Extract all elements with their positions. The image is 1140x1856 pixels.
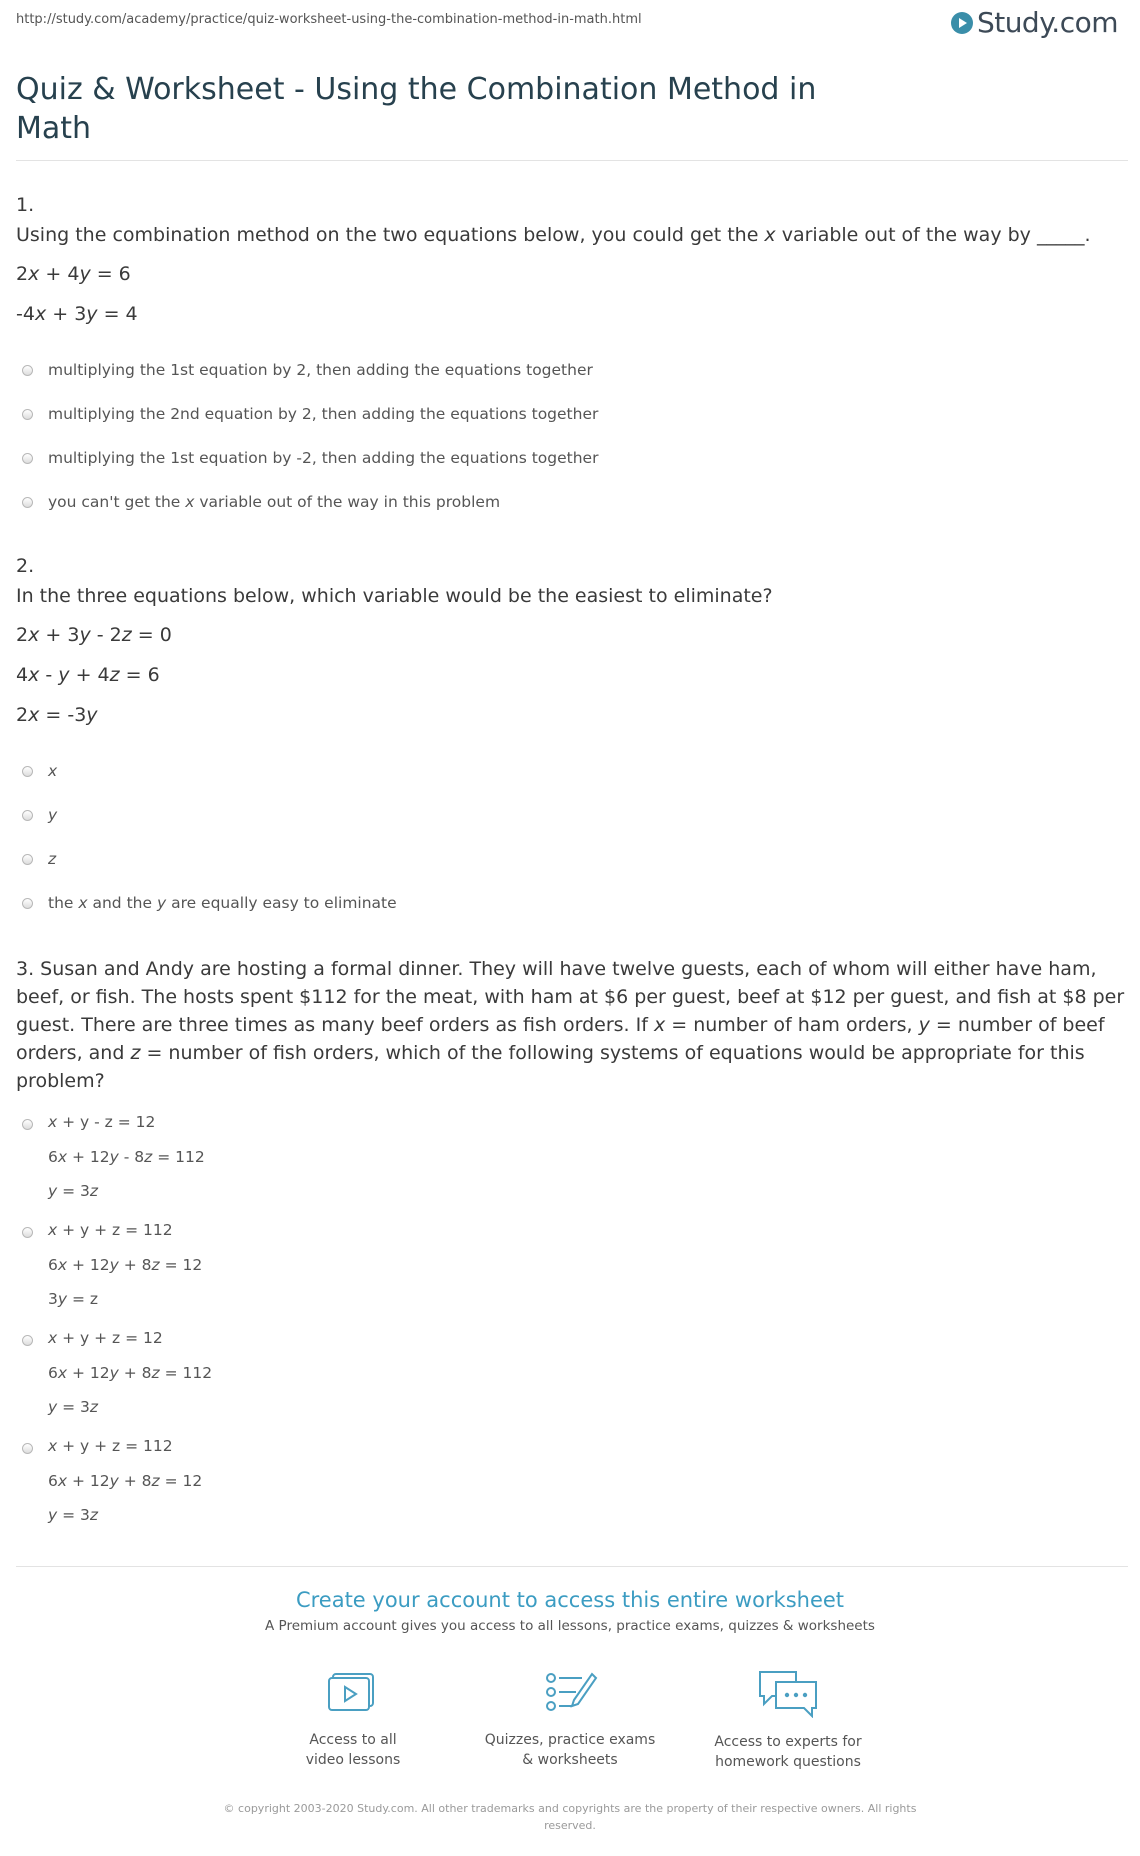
q1-option-3[interactable]: multiplying the 1st equation by -2, then adding the equations together	[22, 449, 598, 467]
q3-option-4[interactable]	[22, 1429, 202, 1533]
radio-icon[interactable]	[22, 365, 33, 376]
q3-option-3-line-3: y = 3z	[48, 1398, 99, 1416]
radio-icon[interactable]	[22, 409, 33, 420]
q3-option-2-line-1: x + y + z = 112	[48, 1221, 173, 1239]
q2-equation-2: 4x - y + 4z = 6	[16, 664, 160, 686]
q3-option-1-line-1: x + y - z = 12	[48, 1113, 156, 1131]
q2-equation-1: 2x + 3y - 2z = 0	[16, 624, 172, 646]
q3-text: 3. Susan and Andy are hosting a formal dinner. They will have twelve guests, each of whom will either have ham, beef, or fish. The hosts spent $112 for the meat, with ham at $6 per guest, beef at $12 per guest, and fish at $8 per guest. There are three times as many beef orders as fish orders. If x = number of ham orders, y = number of beef orders, and z = number of fish orders, which of the following systems of equations would be appropriate for this problem?	[16, 958, 1125, 1092]
q3-option-1[interactable]	[22, 1105, 205, 1209]
q2-number: 2.	[16, 555, 35, 577]
q1-option-1[interactable]: multiplying the 1st equation by 2, then adding the equations together	[22, 361, 593, 379]
radio-icon[interactable]	[22, 898, 33, 909]
radio-icon[interactable]	[22, 1335, 33, 1346]
q1-number: 1.	[16, 194, 35, 216]
q2-option-2[interactable]: y	[22, 806, 57, 824]
radio-icon[interactable]	[22, 1443, 33, 1454]
q2-option-3[interactable]: z	[22, 850, 56, 868]
q1-option-2[interactable]: multiplying the 2nd equation by 2, then adding the equations together	[22, 405, 598, 423]
q2-option-1[interactable]: x	[22, 762, 57, 780]
q3-option-3-line-2: 6x + 12y + 8z = 112	[48, 1363, 213, 1382]
q3-option-4-line-1: x + y + z = 112	[48, 1437, 173, 1455]
radio-icon[interactable]	[22, 453, 33, 464]
study-logo[interactable]	[951, 6, 1118, 39]
q3-option-2-line-3: 3y = z	[48, 1290, 99, 1308]
q2-text: In the three equations below, which variable would be the easiest to eliminate?	[16, 585, 773, 607]
q3-option-4-line-3: y = 3z	[48, 1506, 99, 1524]
radio-icon[interactable]	[22, 1227, 33, 1238]
q1-equation-2: -4x + 3y = 4	[16, 303, 138, 325]
feature-video-lessons: Access to all video lessons	[263, 1668, 443, 1770]
cta-title-link[interactable]: Create your account to access this entire worksheet	[295, 1588, 845, 1612]
radio-icon[interactable]	[22, 854, 33, 865]
q1-equation-1: 2x + 4y = 6	[16, 263, 131, 285]
q2-equation-3: 2x = -3y	[16, 704, 98, 726]
q3-option-3-line-1: x + y + z = 12	[48, 1329, 163, 1347]
q1-option-4[interactable]: you can't get the x variable out of the way in this problem	[22, 493, 500, 511]
chat-icon	[756, 1668, 820, 1718]
radio-icon[interactable]	[22, 1119, 33, 1130]
radio-icon[interactable]	[22, 810, 33, 821]
feature-quizzes: Quizzes, practice exams & worksheets	[480, 1668, 660, 1770]
cta-divider	[16, 1566, 1128, 1567]
copyright-footer: © copyright 2003-2020 Study.com. All other trademarks and copyrights are the property of their respective owners. All rights reserved.	[223, 1802, 917, 1832]
q3-option-1-line-2: 6x + 12y - 8z = 112	[48, 1147, 205, 1166]
radio-icon[interactable]	[22, 766, 33, 777]
quiz-list-icon	[542, 1668, 598, 1716]
q3-option-3[interactable]	[22, 1321, 212, 1425]
logo-text: Study.com	[976, 6, 1118, 39]
page-url: http://study.com/academy/practice/quiz-worksheet-using-the-combination-method-in-math.html	[16, 12, 642, 27]
q3-option-1-line-3: y = 3z	[48, 1182, 99, 1200]
feature-experts: Access to experts for homework questions	[698, 1668, 878, 1772]
page-title: Quiz & Worksheet - Using the Combination Method in Math	[16, 72, 817, 146]
cta-subtitle: A Premium account gives you access to all lessons, practice exams, quizzes & worksheets	[265, 1618, 875, 1634]
play-logo-icon	[951, 12, 973, 34]
radio-icon[interactable]	[22, 497, 33, 508]
title-divider	[16, 160, 1128, 161]
q1-text: Using the combination method on the two equations below, you could get the x variable out of the way by _____.	[16, 224, 1091, 246]
q3-option-2-line-2: 6x + 12y + 8z = 12	[48, 1255, 203, 1274]
video-icon	[325, 1668, 381, 1716]
q2-option-4[interactable]: the x and the y are equally easy to eliminate	[22, 894, 397, 912]
q3-option-2[interactable]	[22, 1213, 202, 1317]
q3-option-4-line-2: 6x + 12y + 8z = 12	[48, 1471, 203, 1490]
